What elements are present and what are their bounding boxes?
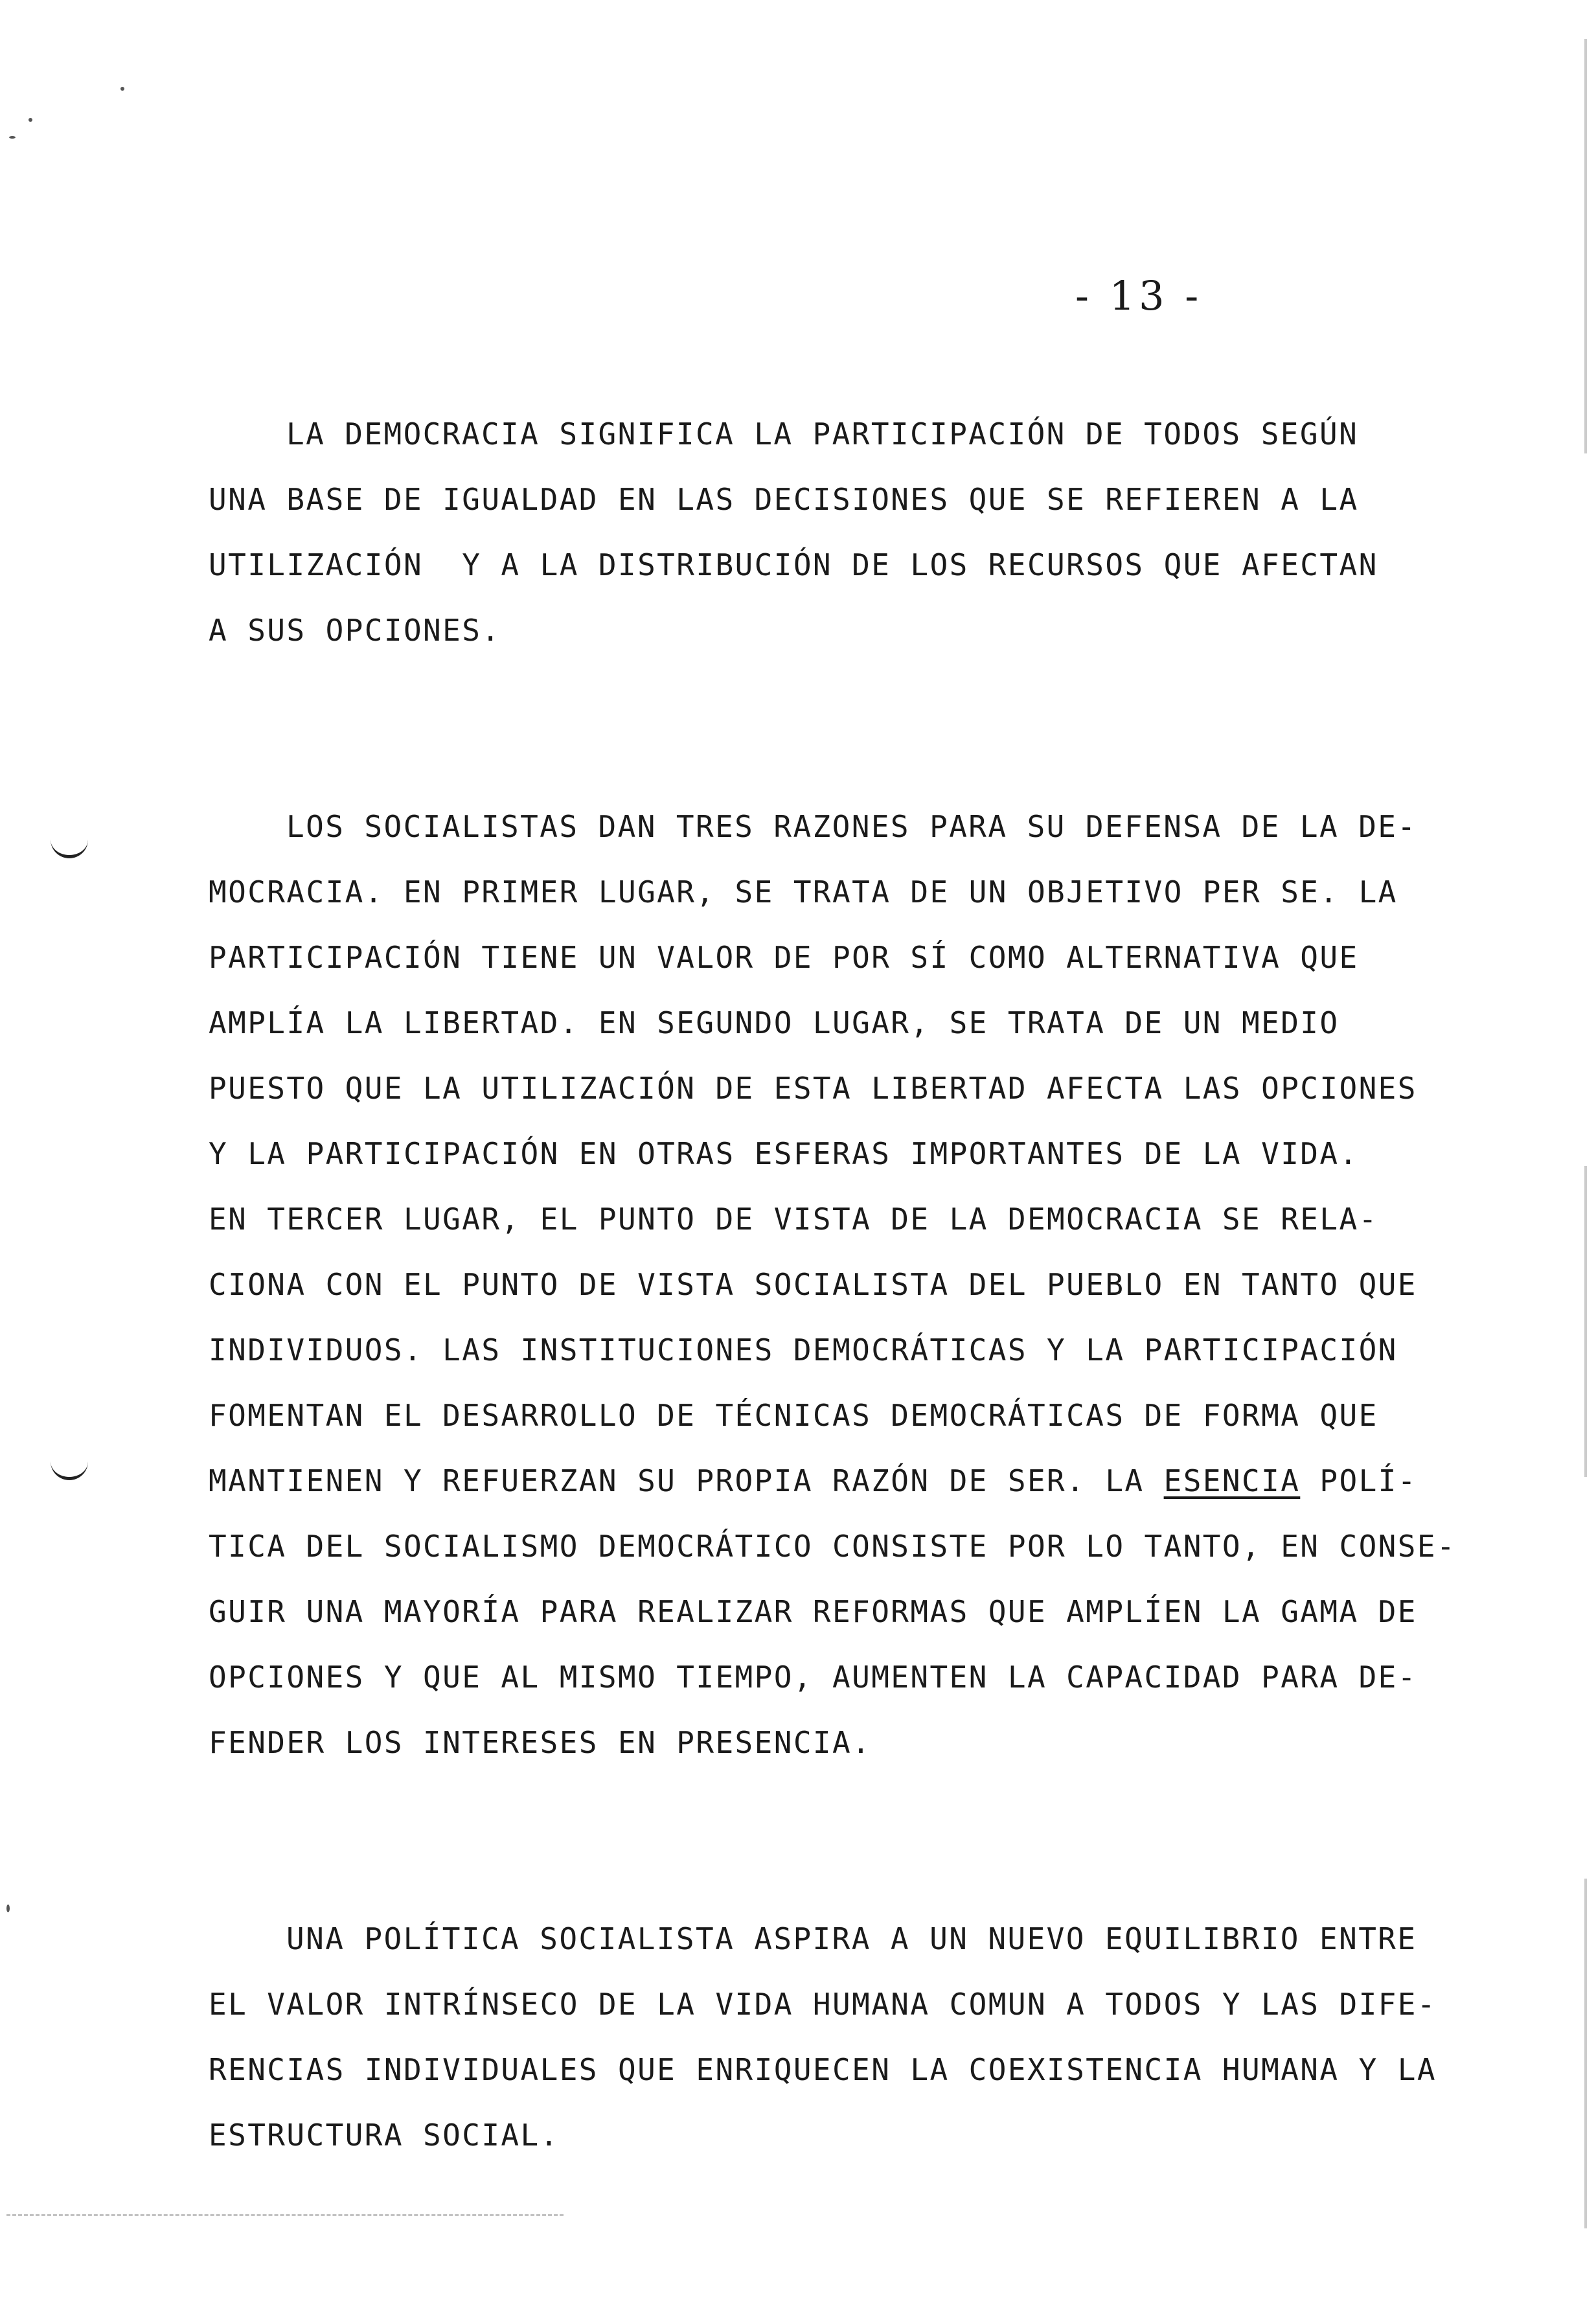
text-line: A SUS OPCIONES. [209,613,501,648]
text-segment: POLÍ- [1300,1463,1417,1498]
text-line: PARTICIPACIÓN TIENE UN VALOR DE POR SÍ COMO ALTERNATIVA QUE [209,940,1359,975]
text-line: FOMENTAN EL DESARROLLO DE TÉCNICAS DEMOCRÁTICAS DE FORMA QUE [209,1398,1378,1433]
text-line: EN TERCER LUGAR, EL PUNTO DE VISTA DE LA DEMOCRACIA SE RELA- [209,1202,1378,1237]
binding-hole-mark [51,1458,88,1480]
scan-edge-line [1584,39,1587,453]
scan-edge-line [1584,1166,1587,1477]
text-line: ESTRUCTURA SOCIAL. [209,2118,560,2153]
text-line: OPCIONES Y QUE AL MISMO TIEMPO, AUMENTEN LA CAPACIDAD PARA DE- [209,1660,1417,1695]
binding-hole-mark [51,836,88,858]
scan-edge-line [1584,1879,1587,2228]
text-line: LOS SOCIALISTAS DAN TRES RAZONES PARA SU DEFENSA DE LA DE- [286,809,1417,844]
page-number: - 13 - [1075,272,1203,319]
paragraph-1 [209,402,1472,663]
text-line: TICA DEL SOCIALISMO DEMOCRÁTICO CONSISTE POR LO TANTO, EN CONSE- [209,1529,1457,1564]
text-line-with-underline [209,1448,1472,1514]
text-line: GUIR UNA MAYORÍA PARA REALIZAR REFORMAS QUE AMPLÍEN LA GAMA DE [209,1594,1417,1629]
text-line: UNA BASE DE IGUALDAD EN LAS DECISIONES QUE SE REFIEREN A LA [209,482,1359,517]
text-line: EL VALOR INTRÍNSECO DE LA VIDA HUMANA COMUN A TODOS Y LAS DIFE- [209,1987,1437,2022]
text-line: PUESTO QUE LA UTILIZACIÓN DE ESTA LIBERTAD AFECTA LAS OPCIONES [209,1071,1417,1106]
scan-speck [9,136,16,139]
text-line: MOCRACIA. EN PRIMER LUGAR, SE TRATA DE UN OBJETIVO PER SE. LA [209,875,1398,909]
text-line: Y LA PARTICIPACIÓN EN OTRAS ESFERAS IMPORTANTES DE LA VIDA. [209,1136,1359,1171]
text-line: UNA POLÍTICA SOCIALISTA ASPIRA A UN NUEVO EQUILIBRIO ENTRE [286,1921,1417,1956]
text-line: LA DEMOCRACIA SIGNIFICA LA PARTICIPACIÓN DE TODOS SEGÚN [286,417,1359,452]
paragraph-2 [209,794,1472,1776]
text-line: CIONA CON EL PUNTO DE VISTA SOCIALISTA DEL PUEBLO EN TANTO QUE [209,1267,1417,1302]
underlined-word: ESENCIA [1163,1463,1301,1498]
scan-speck [120,87,124,91]
text-line: FENDER LOS INTERESES EN PRESENCIA. [209,1725,872,1760]
text-line: AMPLÍA LA LIBERTAD. EN SEGUNDO LUGAR, SE TRATA DE UN MEDIO [209,1005,1340,1040]
text-segment: MANTIENEN Y REFUERZAN SU PROPIA RAZÓN DE SER. LA [209,1463,1164,1498]
text-line: INDIVIDUOS. LAS INSTITUCIONES DEMOCRÁTICAS Y LA PARTICIPACIÓN [209,1333,1398,1367]
paragraph-3 [209,1906,1472,2168]
text-line: RENCIAS INDIVIDUALES QUE ENRIQUECEN LA COEXISTENCIA HUMANA Y LA [209,2052,1437,2087]
scan-speck [28,118,32,122]
text-line: UTILIZACIÓN Y A LA DISTRIBUCIÓN DE LOS RECURSOS QUE AFECTAN [209,547,1378,582]
document-body [209,402,1472,2299]
scan-speck [6,1904,10,1912]
